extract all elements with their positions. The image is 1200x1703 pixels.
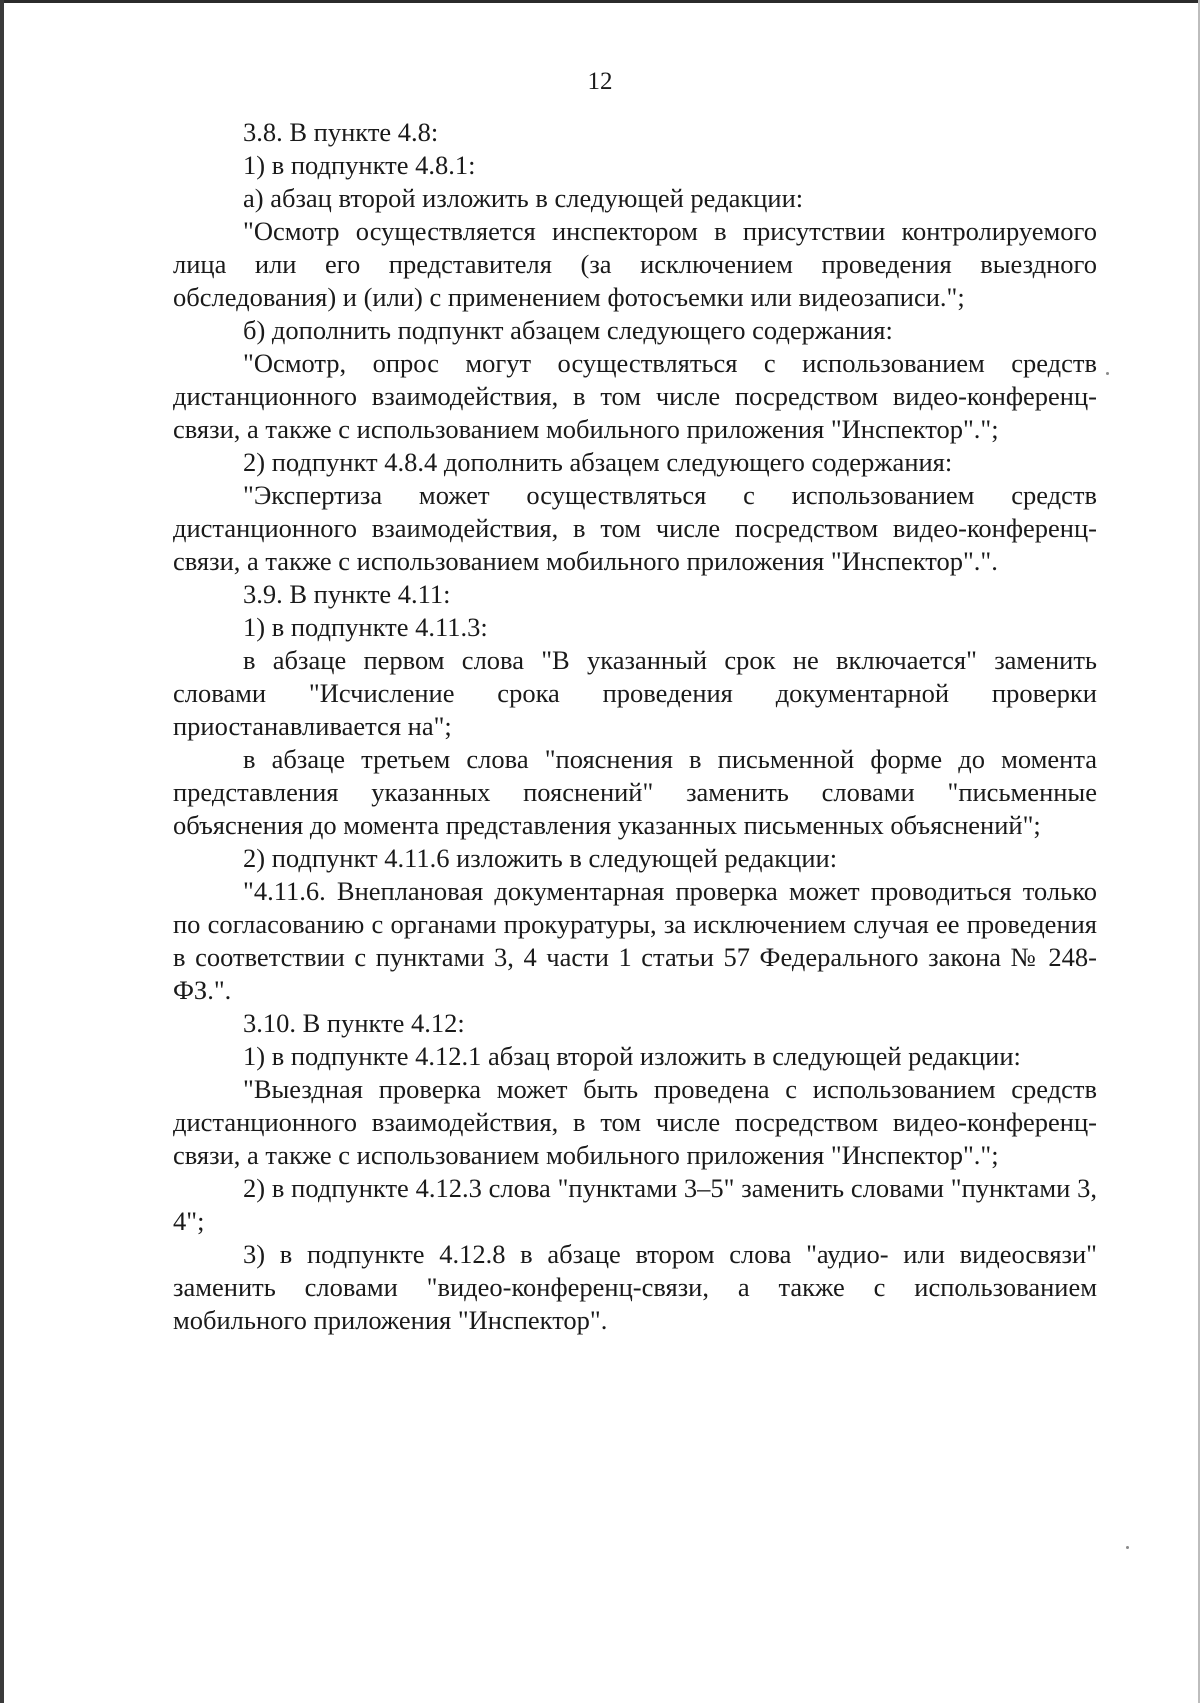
paragraph-subpoint-4-8-1: 1) в подпункте 4.8.1: xyxy=(243,150,476,180)
paragraph-quote-ekspertiza: "Экспертиза может осуществляться с использованием средств дистанционного взаимодействия, в том числе посредством видео-конференц-связи, а также с использованием мобильного приложения "Инспектор".". xyxy=(173,480,1097,576)
paragraph-item-b: б) дополнить подпункт абзацем следующего содержания: xyxy=(243,315,893,345)
scan-edge-left xyxy=(0,0,4,1703)
paragraph-quote-vyezdnaya: "Выездная проверка может быть проведена с использованием средств дистанционного взаимодействия, в том числе посредством видео-конференц-связи, а также с использованием мобильного приложения "Инспектор"."; xyxy=(173,1074,1097,1170)
scan-speck xyxy=(1106,372,1109,375)
scan-edge-top xyxy=(0,0,1200,3)
paragraph-quote-osmotr-opros: "Осмотр, опрос могут осуществляться с использованием средств дистанционного взаимодействия, в том числе посредством видео-конференц-связи, а также с использованием мобильного приложения "Инспектор"."; xyxy=(173,348,1097,444)
paragraph-quote-osmotr: "Осмотр осуществляется инспектором в присутствии контролируемого лица или его представителя (за исключением проведения выездного обследования) и (или) с применением фотосъемки или видеозаписи."; xyxy=(173,216,1097,312)
paragraph-subpoint-4-12-3: 2) в подпункте 4.12.3 слова "пунктами 3–5" заменить словами "пунктами 3, 4"; xyxy=(173,1173,1097,1236)
paragraph-3-10-heading: 3.10. В пункте 4.12: xyxy=(243,1008,465,1038)
paragraph-subpoint-4-8-4: 2) подпункт 4.8.4 дополнить абзацем следующего содержания: xyxy=(243,447,953,477)
paragraph-3-8-heading: 3.8. В пункте 4.8: xyxy=(243,117,439,147)
paragraph-subpoint-4-11-3: 1) в подпункте 4.11.3: xyxy=(243,612,488,642)
paragraph-third-abzac-change: в абзаце третьем слова "пояснения в письменной форме до момента представления указанных пояснений" заменить словами "письменные объяснения до момента представления указанных письменных объяснений"; xyxy=(173,744,1097,840)
paragraph-subpoint-4-12-8: 3) в подпункте 4.12.8 в абзаце втором слова "аудио- или видеосвязи" заменить словами "видео-конференц-связи, а также с использованием мобильного приложения "Инспектор". xyxy=(173,1239,1097,1335)
paragraph-3-9-heading: 3.9. В пункте 4.11: xyxy=(243,579,451,609)
paragraph-subpoint-4-11-6: 2) подпункт 4.11.6 изложить в следующей редакции: xyxy=(243,843,838,873)
paragraph-subpoint-4-12-1: 1) в подпункте 4.12.1 абзац второй изложить в следующей редакции: xyxy=(243,1041,1021,1071)
page-number: 12 xyxy=(587,68,613,95)
paragraph-first-abzac-change: в абзаце первом слова "В указанный срок не включается" заменить словами "Исчисление срока проведения документарной проверки приостанавливается на"; xyxy=(173,645,1097,741)
scan-speck xyxy=(1126,1546,1129,1549)
paragraph-quote-4-11-6: "4.11.6. Внеплановая документарная проверка может проводиться только по согласованию с органами прокуратуры, за исключением случая ее проведения в соответствии с пунктами 3, 4 части 1 статьи 57 Федерального закона № 248-ФЗ.". xyxy=(173,876,1097,1005)
document-body xyxy=(173,116,1097,1337)
paragraph-item-a: а) абзац второй изложить в следующей редакции: xyxy=(243,183,804,213)
